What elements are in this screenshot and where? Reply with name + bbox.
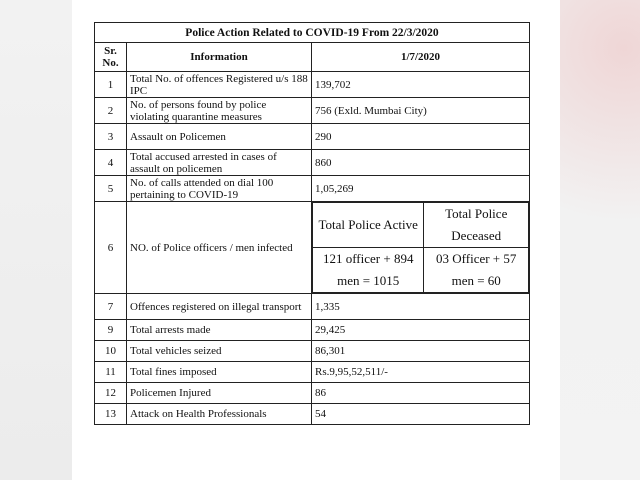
header-sr-no: Sr. No. xyxy=(95,43,127,72)
row-sr: 10 xyxy=(95,341,127,362)
row-sr: 7 xyxy=(95,294,127,320)
table-row-infected xyxy=(95,202,530,294)
row-info: Offences registered on illegal transport xyxy=(127,294,312,320)
table-row xyxy=(95,404,530,425)
table-row xyxy=(95,362,530,383)
row-sr: 9 xyxy=(95,320,127,341)
row-info: Policemen Injured xyxy=(127,383,312,404)
table-row xyxy=(95,341,530,362)
header-information: Information xyxy=(127,43,312,72)
row-info: NO. of Police officers / men infected xyxy=(127,202,312,294)
table-row xyxy=(95,176,530,202)
deceased-header: Total Police Deceased xyxy=(424,203,529,248)
row-sr: 1 xyxy=(95,72,127,98)
row-value: Rs.9,95,52,511/- xyxy=(312,362,530,383)
row-sr: 4 xyxy=(95,150,127,176)
row-value: 290 xyxy=(312,124,530,150)
row-info: Total arrests made xyxy=(127,320,312,341)
row-info: Attack on Health Professionals xyxy=(127,404,312,425)
row-sr: 11 xyxy=(95,362,127,383)
row-sr: 2 xyxy=(95,98,127,124)
row-info: Total accused arrested in cases of assault on policemen xyxy=(127,150,312,176)
table-row xyxy=(95,72,530,98)
row-value: 54 xyxy=(312,404,530,425)
row-info: Total vehicles seized xyxy=(127,341,312,362)
table-row xyxy=(95,124,530,150)
row-value: 86,301 xyxy=(312,341,530,362)
row-info: Total No. of offences Registered u/s 188 IPC xyxy=(127,72,312,98)
row-info: Total fines imposed xyxy=(127,362,312,383)
row-value: 1,335 xyxy=(312,294,530,320)
table-row xyxy=(95,383,530,404)
row-sr: 12 xyxy=(95,383,127,404)
row-info: Assault on Policemen xyxy=(127,124,312,150)
infected-breakdown xyxy=(312,202,530,294)
row-value: 139,702 xyxy=(312,72,530,98)
deceased-value: 03 Officer + 57 men = 60 xyxy=(424,248,529,293)
row-value: 860 xyxy=(312,150,530,176)
row-value: 756 (Exld. Mumbai City) xyxy=(312,98,530,124)
active-header: Total Police Active xyxy=(313,203,424,248)
row-sr: 6 xyxy=(95,202,127,294)
row-info: No. of persons found by police violating quarantine measures xyxy=(127,98,312,124)
right-backdrop xyxy=(560,0,640,480)
table-row xyxy=(95,150,530,176)
header-date: 1/7/2020 xyxy=(312,43,530,72)
infected-subtable xyxy=(312,202,529,293)
table-row xyxy=(95,320,530,341)
left-backdrop xyxy=(0,0,72,480)
row-value: 29,425 xyxy=(312,320,530,341)
active-value: 121 officer + 894 men = 1015 xyxy=(313,248,424,293)
row-info: No. of calls attended on dial 100 pertaining to COVID-19 xyxy=(127,176,312,202)
table-row xyxy=(95,294,530,320)
row-sr: 13 xyxy=(95,404,127,425)
row-sr: 3 xyxy=(95,124,127,150)
row-value: 86 xyxy=(312,383,530,404)
table-title: Police Action Related to COVID-19 From 22/3/2020 xyxy=(95,23,530,43)
table-row xyxy=(95,98,530,124)
row-value: 1,05,269 xyxy=(312,176,530,202)
police-action-table xyxy=(94,22,530,425)
row-sr: 5 xyxy=(95,176,127,202)
